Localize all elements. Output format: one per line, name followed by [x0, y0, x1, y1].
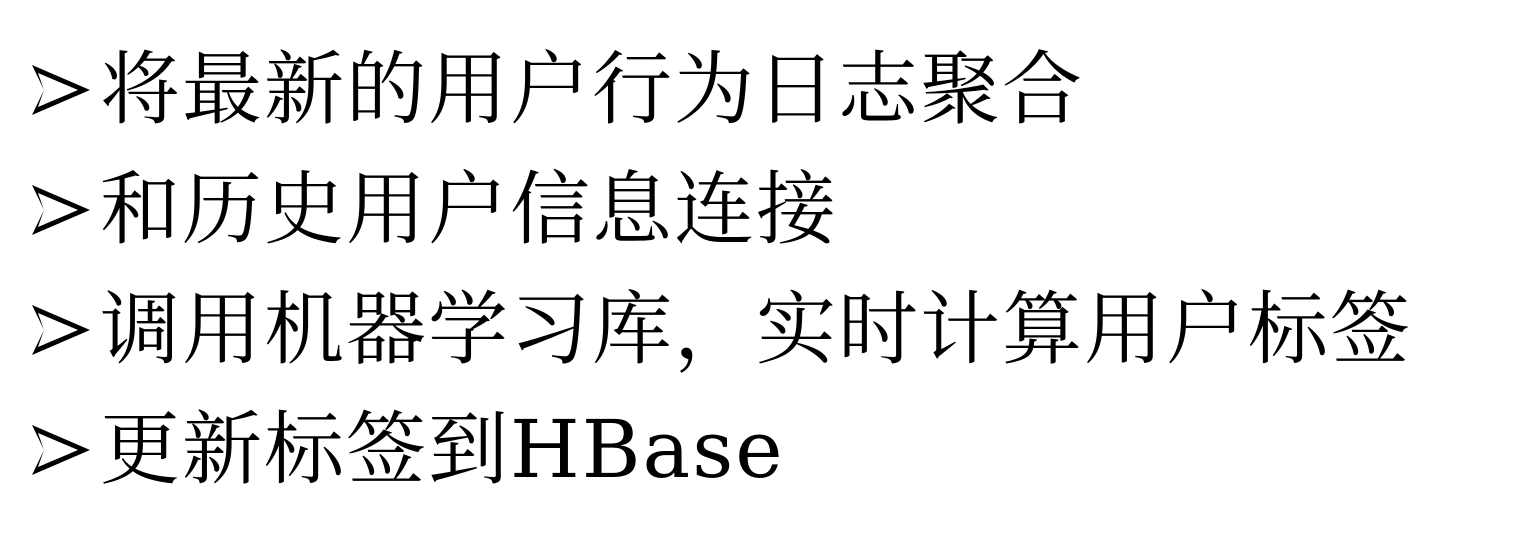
- bullet-item: [30, 270, 1412, 390]
- bullet-item: [30, 150, 1412, 270]
- arrowhead-icon: [30, 59, 92, 121]
- bullet-text: 调用机器学习库，实时计算用户标签: [100, 283, 1412, 376]
- arrowhead-icon: [30, 299, 92, 361]
- arrowhead-icon: [30, 179, 92, 241]
- bullet-text: 将最新的用户行为日志聚合: [100, 43, 1084, 136]
- arrowhead-icon: [30, 419, 92, 481]
- bullet-text: 和历史用户信息连接: [100, 163, 838, 256]
- bullet-text: 更新标签到HBase: [100, 403, 785, 496]
- bullet-item: [30, 30, 1412, 150]
- bullet-list: [30, 30, 1412, 510]
- bullet-item: [30, 390, 1412, 510]
